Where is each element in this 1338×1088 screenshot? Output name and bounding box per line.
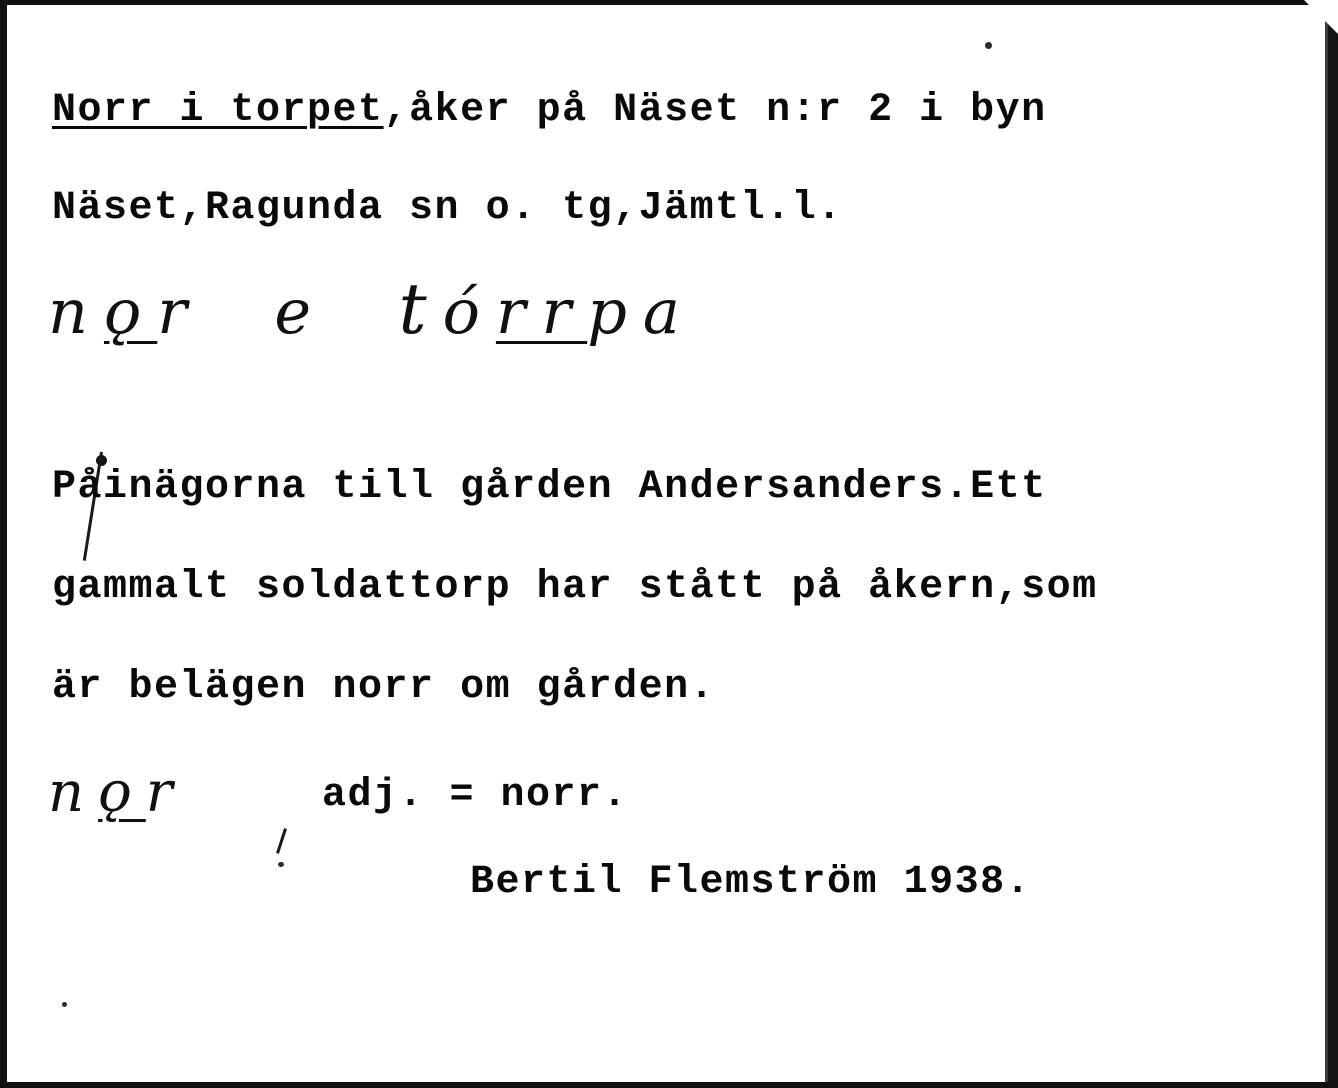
card-edge-left bbox=[0, 0, 7, 1088]
card-line-4: gammalt soldattorp har stått på åkern,som bbox=[52, 565, 1098, 610]
card-edge-right-inner bbox=[1325, 0, 1328, 1088]
card-edge-right bbox=[1328, 0, 1338, 1088]
paper-speck bbox=[62, 1002, 67, 1007]
card-line-3: Påinägorna till gården Andersanders.Ett bbox=[52, 465, 1047, 510]
paper-speck bbox=[278, 862, 284, 867]
handwritten-phonetic-1: nǫr e tórrpa bbox=[48, 268, 696, 350]
card-corner-fold bbox=[1304, 0, 1338, 34]
pen-comma-mark bbox=[276, 828, 287, 854]
card-signature: Bertil Flemström 1938. bbox=[470, 860, 1032, 905]
card-edge-bottom bbox=[0, 1082, 1338, 1088]
card-line-5: är belägen norr om gården. bbox=[52, 665, 716, 710]
card-line-6-grammar-note: adj. = norr. bbox=[322, 773, 629, 818]
headword-context: ,åker på Näset n:r 2 i byn bbox=[383, 88, 1047, 133]
card-line-1 bbox=[52, 88, 1047, 133]
headword: Norr i torpet bbox=[52, 88, 384, 133]
card-line-2-location: Näset,Ragunda sn o. tg,Jämtl.l. bbox=[52, 186, 843, 231]
card-edge-top bbox=[0, 0, 1338, 5]
paper-speck bbox=[985, 42, 992, 49]
handwritten-phonetic-2: nǫr bbox=[48, 760, 187, 825]
